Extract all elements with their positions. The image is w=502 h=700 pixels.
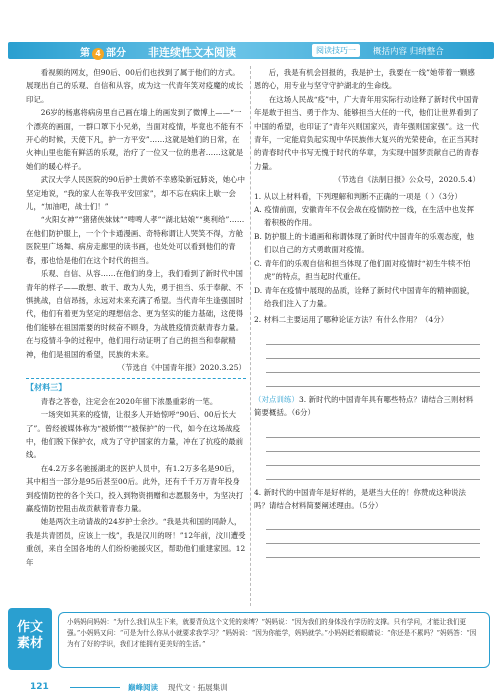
right-column	[254, 66, 480, 564]
paragraph: 她是两次主动请战的24岁护士余沙。“我是共和国的同龄人，我是共青团员，应该上一线”，我是汉川的呀！”12年前，汶川遭受重创，来自全国各地的人们纷纷驰援灾区，帮助他们重建家园。12年	[26, 517, 246, 567]
section-title: 非连续性文本阅读	[148, 46, 236, 59]
answer-lines[interactable]	[266, 516, 480, 558]
part-number-badge: 4	[92, 48, 104, 60]
writing-material-box	[8, 608, 494, 670]
paragraph: 武汉大学人民医院的90后护士黄娇不幸感染新冠肺炎，她心中坚定地说，“我的家人在等我平安回家”，却不忘在病床上歇一会儿，“加油吧，战士们！”	[26, 175, 246, 212]
skill-subtitle: 概括内容 归纳整合	[373, 47, 444, 57]
question-stem: 3. 新时代的中国青年具有哪些特点？请结合三则材料简要概括。（6分）	[254, 394, 474, 418]
footer-series: 现代文 · 拓展集训	[168, 683, 228, 692]
paragraph: 青春之答卷，注定会在2020年留下浓墨重彩的一笔。	[40, 396, 218, 406]
part-prefix: 第	[80, 48, 90, 59]
paragraph: 在这场人民战“疫”中，广大青年用实际行动诠释了新时代中国青年是敢于担当、勇于作为、能够担当大任的一代，他们让世界看到了中国的希望，也印证了“青年兴则国家兴，青年强则国家强”。这一代青年，一定能肩负起实现中华民族伟大复兴的光荣使命，在正当其时的青春时代中书写无愧于时代的华章，为实现中国梦贡献自己的青春力量。	[254, 94, 479, 171]
question-1	[254, 190, 480, 311]
left-column	[26, 66, 246, 569]
question-stem: 1. 从以上材料看，下列理解和判断不正确的一项是（ ）（3分）	[254, 191, 463, 201]
option-a[interactable]: A. 疫情前面，安徽青年不仅会战在疫情防控一线，在生活中也发挥着积极的作用。	[254, 205, 475, 228]
writing-material-badge	[8, 608, 52, 670]
practice-tag: （对点训练）	[254, 394, 299, 404]
writing-material-text: 小妈妈问妈妈：“为什么我们从生下来，就要背负这个文凭的束缚？”妈妈说：“因为我们的身体没有学历的支撑。只有学问，才能让我们更强。”小妈妈又问：“可是为什么你从小就要求我学习？”妈妈说：“因为你能学，妈妈就学。”小妈妈眨着眼睛说：“你还是不累吗？”妈妈答：“因为有了好的学识，我们才能拥有更美好的生活。”	[58, 612, 490, 668]
part-suffix: 部分	[106, 48, 126, 59]
paragraph: 26岁的杨惠将病房里自己画在墙上的画发到了微博上——“一个漂亮的画面，一群口罩下小兄弟，当面对疫情，毕竟也不能有不开心的时候，天使下凡，护一方平安”……这就是她们的日常，在火神山里也能有鲜活的乐观，治疗了一位又一位的患者……这就是她们的暖心样子。	[26, 108, 244, 171]
badge-line-2: 素材	[16, 636, 43, 651]
paragraph: 在4.2万多名驰援湖北的医护人员中，有1.2万多名是90后，其中相当一部分是95后甚至00后。此外，还有千千万万青年投身到疫情防控的各个关口，投入到物资捐赠和志愿服务中，为坚决打赢疫情防控阻击战贡献着青春力量。	[26, 463, 244, 513]
question-stem: 4. 新时代的中国青年是好样的，是堪当大任的！你赞成这种说法吗？请结合材料简要阐述理由。（5分）	[254, 487, 466, 510]
question-3	[254, 393, 480, 480]
answer-lines[interactable]	[266, 331, 480, 387]
footer-rule	[70, 687, 120, 688]
page-footer	[0, 674, 502, 700]
paragraph: 乐观、自信、从容……在他们的身上，我们看到了新时代中国青年的样子——敢想、敢干、敢为人先，勇于担当、乐于奉献、不惧挑战，自信昂扬，永远对未来充满了希望。当代青年生逢强国时代，他们有着更为坚定的理想信念、更为坚实的能力基础，这使得他们能够在祖国需要的时候奋不顾身，为战胜疫情贡献青春力量。在与疫情斗争的过程中，他们用行动证明了自己的担当和奉献精神，他们是祖国的希望，民族的未来。	[26, 269, 244, 359]
column-divider	[250, 66, 251, 606]
footer-brand: 巅峰阅读	[128, 683, 158, 692]
option-b[interactable]: B. 防护服上的卡通画和称谓体现了新时代中国青年的乐观态度，他们以自己的方式勇敢面对疫情。	[254, 231, 475, 255]
material-heading: 【材料三】	[26, 378, 246, 394]
page-header	[0, 0, 502, 60]
question-4	[254, 486, 480, 559]
part-label	[80, 44, 126, 60]
paragraph: “火阳女神”“猪猪侠妹妹”“啤啤人孝”“湖北姑娘”“奥利给”……在他们防护服上，一个个卡通漫画、奇特称谓让人哭笑不得，方舱医院里广场舞、病房走廊里的读书画，也处处可以看到他们的青春，那也恰是他们在这个时代的担当。	[26, 215, 245, 265]
question-stem: 2. 材料二主要运用了哪种论证方法？有什么作用？（4分）	[254, 315, 449, 325]
source-citation: （节选自《法制日报》公众号，2020.5.4）	[333, 175, 480, 185]
paragraph: 一场突如其来的疫情，让很多人开始惊呼“90后、00后长大了”。曾经被媒体称为“被娇惯”“被保护”的一代，如今在这场战疫中，他们脱下保护衣，成为了守护国家的力量，冲在了抗疫的最前线。	[26, 410, 244, 460]
page-number: 121	[30, 682, 49, 692]
skill-tag: 阅读技巧一	[312, 44, 360, 57]
paragraph: 后，我是有机会回报的，我是护士，我要在一线”她带着一颗感恩的心，用专业与坚守守护湖北的生命线。	[254, 68, 475, 91]
source-citation: （节选自《中国青年报》2020.3.25）	[117, 362, 246, 372]
option-c[interactable]: C. 青年们的乐观自信和担当体现了他们面对疫情时“初生牛犊不怕虎”的特点，担当起时代重任。	[254, 258, 471, 282]
answer-lines[interactable]	[266, 424, 480, 480]
question-2	[254, 313, 480, 386]
badge-line-1: 作文	[16, 620, 43, 635]
option-d[interactable]: D. 青年在疫情中展现的品质，诠释了新时代中国青年的精神面貌，给我们注入了力量。	[254, 285, 475, 308]
paragraph: 看视频的网友，但90后、00后们也找到了属于他们的方式。展现出自己的乐观、自信和从容，成为这一代青年笑对疫魔的成长印记。	[26, 68, 244, 104]
